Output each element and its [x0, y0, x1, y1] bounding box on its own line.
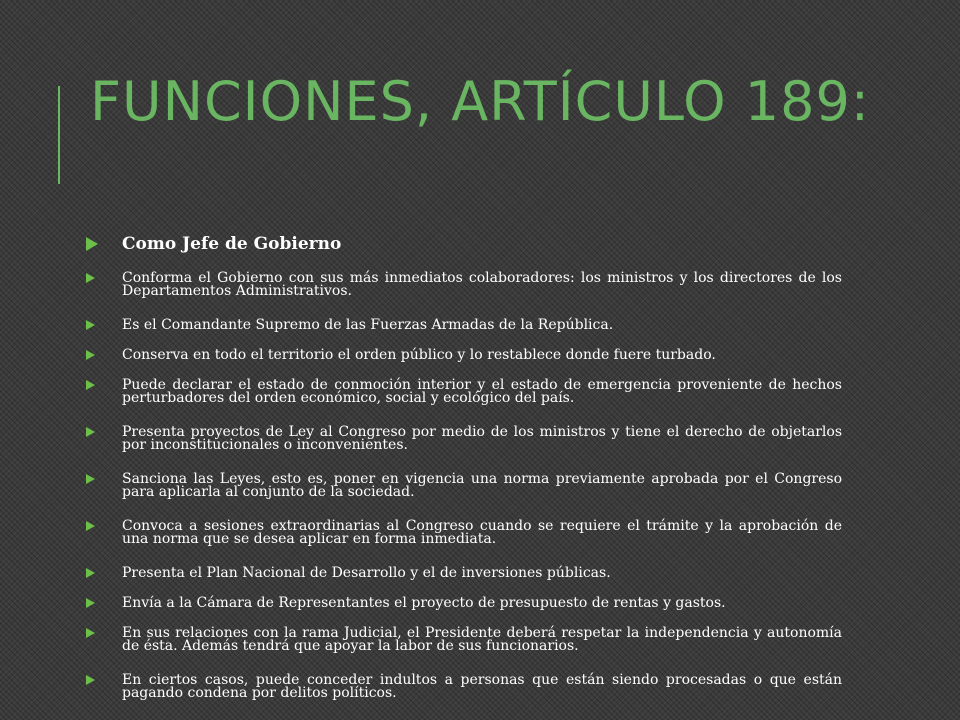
bullet-list	[86, 234, 842, 700]
list-item-text: En ciertos casos, puede conceder indultos a personas que están siendo procesadas o que están pagando condena por delitos políticos.	[122, 672, 842, 701]
list-item	[86, 597, 842, 610]
list-item-text: Conforma el Gobierno con sus más inmediatos colaboradores: los ministros y los directores de los Departamentos Administrativos.	[122, 270, 842, 299]
list-heading	[86, 234, 842, 254]
triangle-right-icon	[86, 628, 95, 638]
triangle-right-icon	[86, 350, 95, 360]
list-item	[86, 674, 842, 700]
list-item-text: Presenta el Plan Nacional de Desarrollo y el de inversiones públicas.	[122, 565, 611, 581]
triangle-right-icon	[86, 380, 95, 390]
list-item-text: Envía a la Cámara de Representantes el proyecto de presupuesto de rentas y gastos.	[122, 595, 726, 611]
list-item	[86, 627, 842, 653]
triangle-right-icon	[86, 521, 95, 531]
list-item	[86, 379, 842, 405]
list-item	[86, 520, 842, 546]
list-item-text: Es el Comandante Supremo de las Fuerzas Armadas de la República.	[122, 317, 614, 333]
triangle-right-icon	[86, 427, 95, 437]
list-item-text: Conserva en todo el territorio el orden público y lo restablece donde fuere turbado.	[122, 347, 716, 363]
triangle-right-icon	[86, 598, 95, 608]
list-item-text: Convoca a sesiones extraordinarias al Congreso cuando se requiere el trámite y la aprobación de una norma que se desea aplicar en forma inmediata.	[122, 518, 842, 547]
triangle-right-icon	[86, 675, 95, 685]
triangle-right-icon	[86, 474, 95, 484]
list-item	[86, 272, 842, 298]
list-item	[86, 567, 842, 580]
list-item-text: Sanciona las Leyes, esto es, poner en vigencia una norma previamente aprobada por el Congreso para aplicarla al conjunto de la sociedad.	[122, 471, 842, 500]
list-item-text: Puede declarar el estado de conmoción interior y el estado de emergencia proveniente de hechos perturbadores del orden económico, social y ecológico del país.	[122, 377, 842, 406]
heading-text: Como Jefe de Gobierno	[122, 234, 342, 254]
triangle-right-icon	[86, 568, 95, 578]
triangle-right-icon	[86, 320, 95, 330]
list-item-text: En sus relaciones con la rama Judicial, el Presidente deberá respetar la independencia y autonomía de ésta. Además tendrá que apoyar la labor de sus funcionarios.	[122, 625, 842, 654]
list-item	[86, 473, 842, 499]
list-item	[86, 349, 842, 362]
list-item	[86, 426, 842, 452]
triangle-right-icon	[86, 237, 98, 251]
slide-title: FUNCIONES, ARTÍCULO 189:	[90, 70, 870, 133]
list-item-text: Presenta proyectos de Ley al Congreso por medio de los ministros y tiene el derecho de objetarlos por inconstitucionales o inconvenientes.	[122, 424, 842, 453]
title-accent-line	[58, 86, 60, 184]
list-item	[86, 319, 842, 332]
triangle-right-icon	[86, 273, 95, 283]
